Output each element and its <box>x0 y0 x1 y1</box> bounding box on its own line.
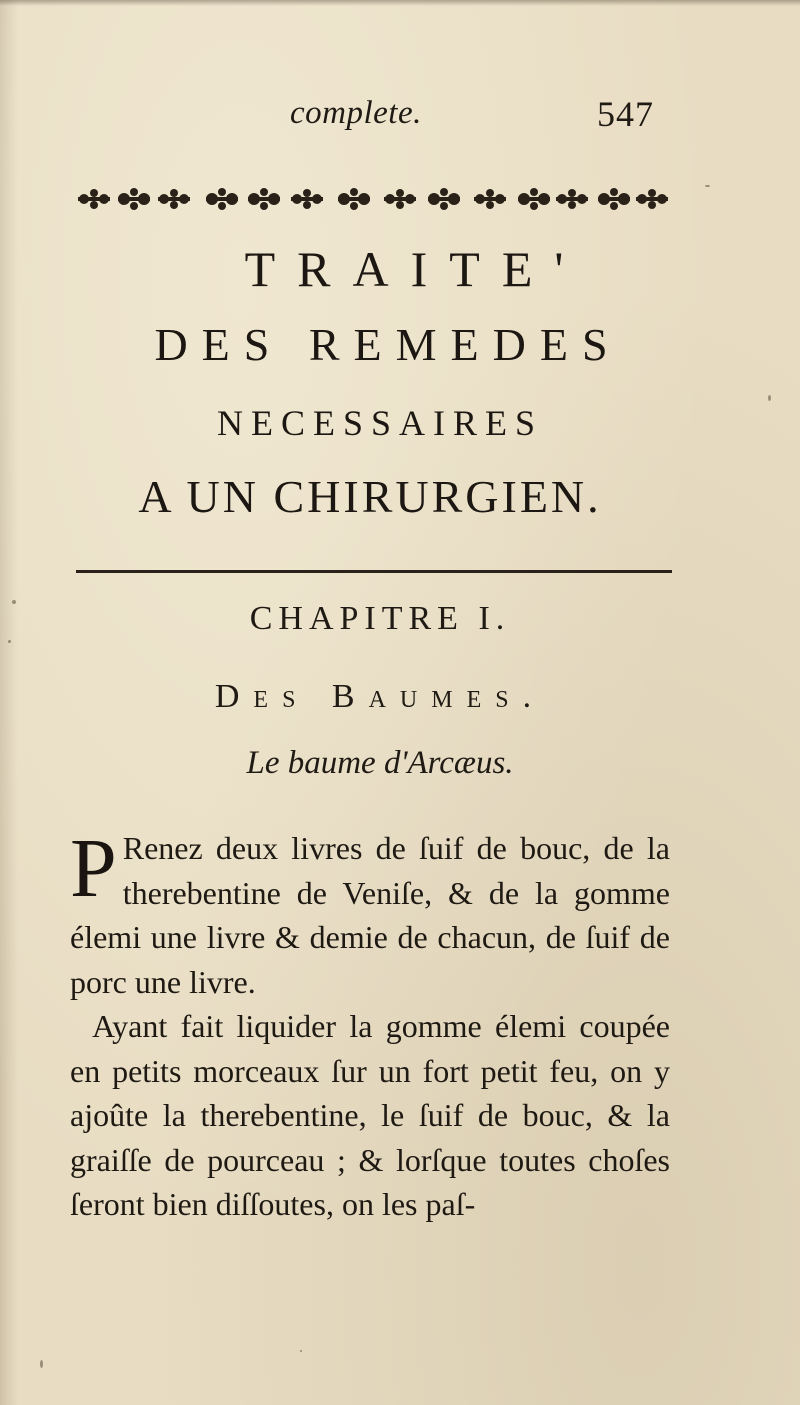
paragraph-1 <box>70 822 670 1004</box>
ornament-flower <box>518 188 550 210</box>
ornament-flower <box>248 188 280 210</box>
ornament-flower <box>291 189 323 209</box>
title-line-3: NECESSAIRES <box>216 403 544 443</box>
title-line-2: DES REMEDES <box>154 319 622 370</box>
ornament-flower <box>598 188 630 210</box>
running-title: complete. <box>290 95 422 131</box>
body-text <box>70 822 670 1227</box>
drop-cap: P <box>70 822 117 915</box>
ornament-flower <box>118 188 150 210</box>
ornament-flower <box>206 188 238 210</box>
ornament-flower <box>338 188 370 210</box>
title-line-4: A UN CHIRURGIEN. <box>138 471 602 522</box>
ornament-flower <box>474 189 506 209</box>
ornament-flower <box>636 189 668 209</box>
subsection-heading: Le baume d'Arcæus. <box>246 745 514 781</box>
ornament-flower <box>428 188 460 210</box>
running-head <box>0 95 800 145</box>
paragraph-1-text: Renez deux livres de ſuif de bouc, de la therebentine de Veniſe, & de la gomme élemi une livre & demie de chacun, de ſuif de porc une livre. <box>70 830 670 1000</box>
ornament-flower <box>556 189 588 209</box>
ornament-band <box>72 184 672 214</box>
chapter-heading: CHAPITRE I. <box>249 600 511 637</box>
paragraph-2: Ayant fait liquider la gomme élemi coupée en petits morceaux ſur un fort petit feu, on y ajoûte la therebentine, le ſuif de bouc, & la graiſſe de pourceau ; & lorſque toutes choſes ſeront bien diſſoutes, on les paſ- <box>70 1008 670 1222</box>
section-heading: Des Baumes. <box>214 678 546 715</box>
page-top-edge <box>0 0 800 6</box>
ornament-flower <box>158 189 190 209</box>
ornament-flower <box>384 189 416 209</box>
page-number: 547 <box>597 94 654 134</box>
ornament-flower <box>78 189 110 209</box>
horizontal-rule <box>76 570 672 573</box>
title-line-1: TRAITE' <box>244 241 586 297</box>
